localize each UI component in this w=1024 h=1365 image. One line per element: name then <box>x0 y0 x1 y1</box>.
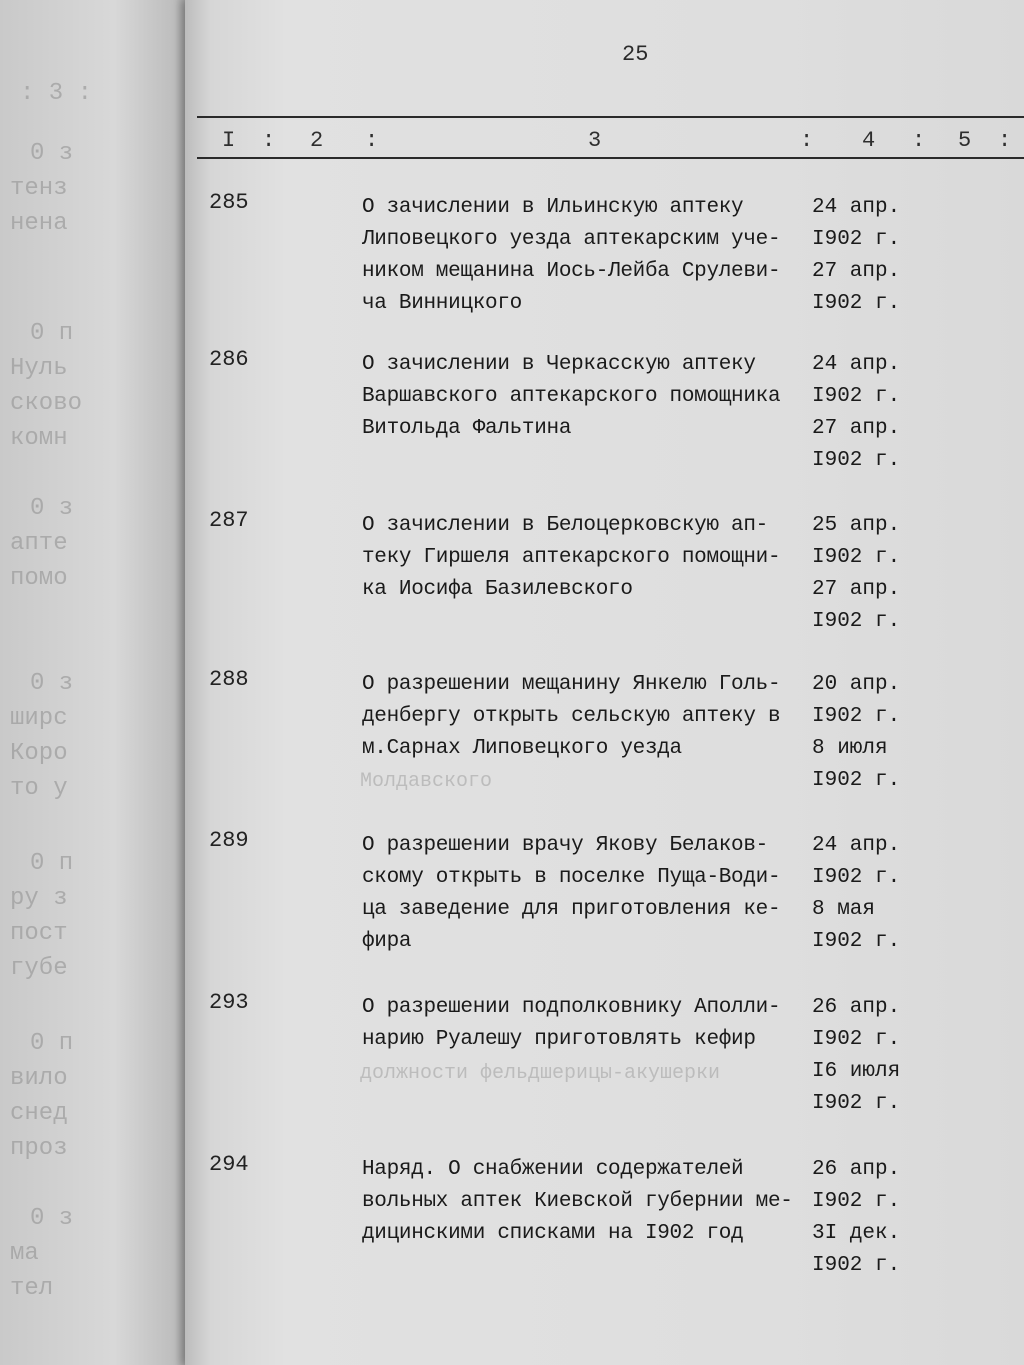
entry-dates: 20 апр. I902 г. 8 июля I902 г. <box>812 673 901 792</box>
ghost-text: нена <box>10 210 68 237</box>
entry-number: 285 <box>209 190 249 215</box>
ghost-text: 0 з <box>30 670 74 697</box>
ghost-text: проз <box>10 1135 68 1162</box>
column-header-5: 5 <box>958 128 972 153</box>
ghost-text: : 3 : <box>20 80 93 107</box>
ghost-text: комн <box>10 425 68 452</box>
header-rule-top <box>197 116 1024 118</box>
ghost-text: Нуль <box>10 355 68 382</box>
ghost-text: 0 п <box>30 850 74 877</box>
entry-number: 293 <box>209 990 249 1015</box>
ghost-text: 0 з <box>30 495 74 522</box>
entry-number: 294 <box>209 1152 249 1177</box>
ghost-text: 0 п <box>30 1030 74 1057</box>
ghost-text: губе <box>10 955 68 982</box>
ghost-text: вило <box>10 1065 68 1092</box>
entry-description: О разрешении врачу Якову Белаков- скому открыть в поселке Пуща-Води- ца заведение для приготовления ке- фира <box>362 834 781 953</box>
header-rule-bottom <box>197 157 1024 159</box>
ghost-text: помо <box>10 565 68 592</box>
ghost-text: тенз <box>10 175 68 202</box>
entry-description: О зачислении в Ильинскую аптеку Липовецкого уезда аптекарским уче- ником мещанина Иось-Лейба Срулеви- ча Винницкого <box>362 196 781 315</box>
column-header-4: 4 <box>862 128 876 153</box>
entry-description: О разрешении подполковнику Аполли- нарию Руалешу приготовлять кефир <box>362 996 781 1051</box>
ghost-text: сково <box>10 390 83 417</box>
column-separator: : <box>365 128 379 153</box>
ghost-text: 0 з <box>30 1205 74 1232</box>
ghost-text: ма <box>10 1240 39 1267</box>
ghost-text: снед <box>10 1100 68 1127</box>
entry-number: 288 <box>209 667 249 692</box>
column-separator: : <box>800 128 814 153</box>
entry-description: О разрешении мещанину Янкелю Голь- денбергу открыть сельскую аптеку в м.Сарнах Липовецкого уезда <box>362 673 781 760</box>
entry-dates: 26 апр. I902 г. 3I дек. I902 г. <box>812 1158 901 1277</box>
entry-number: 287 <box>209 508 249 533</box>
entry-dates: 24 апр. I902 г. 27 апр. I902 г. <box>812 353 901 472</box>
entry-dates: 24 апр. I902 г. 8 мая I902 г. <box>812 834 901 953</box>
entry-description: О зачислении в Черкасскую аптеку Варшавского аптекарского помощника Витольда Фальтина <box>362 353 781 440</box>
column-header-2: 2 <box>310 128 324 153</box>
ghost-text: то у <box>10 775 68 802</box>
ghost-text: тел <box>10 1275 54 1302</box>
entry-number: 286 <box>209 347 249 372</box>
ghost-text: 0 з <box>30 140 74 167</box>
column-header-3: 3 <box>588 128 602 153</box>
bleed-through-text: Молдавского <box>360 770 493 793</box>
ghost-text: апте <box>10 530 68 557</box>
bleed-through-text: должности фельдшерицы-акушерки <box>360 1062 721 1085</box>
column-separator: : <box>262 128 276 153</box>
ghost-text: ширс <box>10 705 68 732</box>
column-separator: : <box>912 128 926 153</box>
page-number: 25 <box>622 42 649 67</box>
column-separator: : <box>998 128 1012 153</box>
entry-description: О зачислении в Белоцерковскую ап- теку Гиршеля аптекарского помощни- ка Иосифа Базилевского <box>362 514 781 601</box>
ghost-text: 0 п <box>30 320 74 347</box>
ghost-text: Коро <box>10 740 68 767</box>
entry-description: Наряд. О снабжении содержателей вольных аптек Киевской губернии ме- дицинскими списками на I902 год <box>362 1158 793 1245</box>
ghost-text: пост <box>10 920 68 947</box>
entry-dates: 26 апр. I902 г. I6 июля I902 г. <box>812 996 901 1115</box>
column-header-1: I <box>222 128 236 153</box>
entry-dates: 24 апр. I902 г. 27 апр. I902 г. <box>812 196 901 315</box>
entry-number: 289 <box>209 828 249 853</box>
entry-dates: 25 апр. I902 г. 27 апр. I902 г. <box>812 514 901 633</box>
ghost-text: ру з <box>10 885 68 912</box>
previous-page-edge <box>0 0 190 1365</box>
